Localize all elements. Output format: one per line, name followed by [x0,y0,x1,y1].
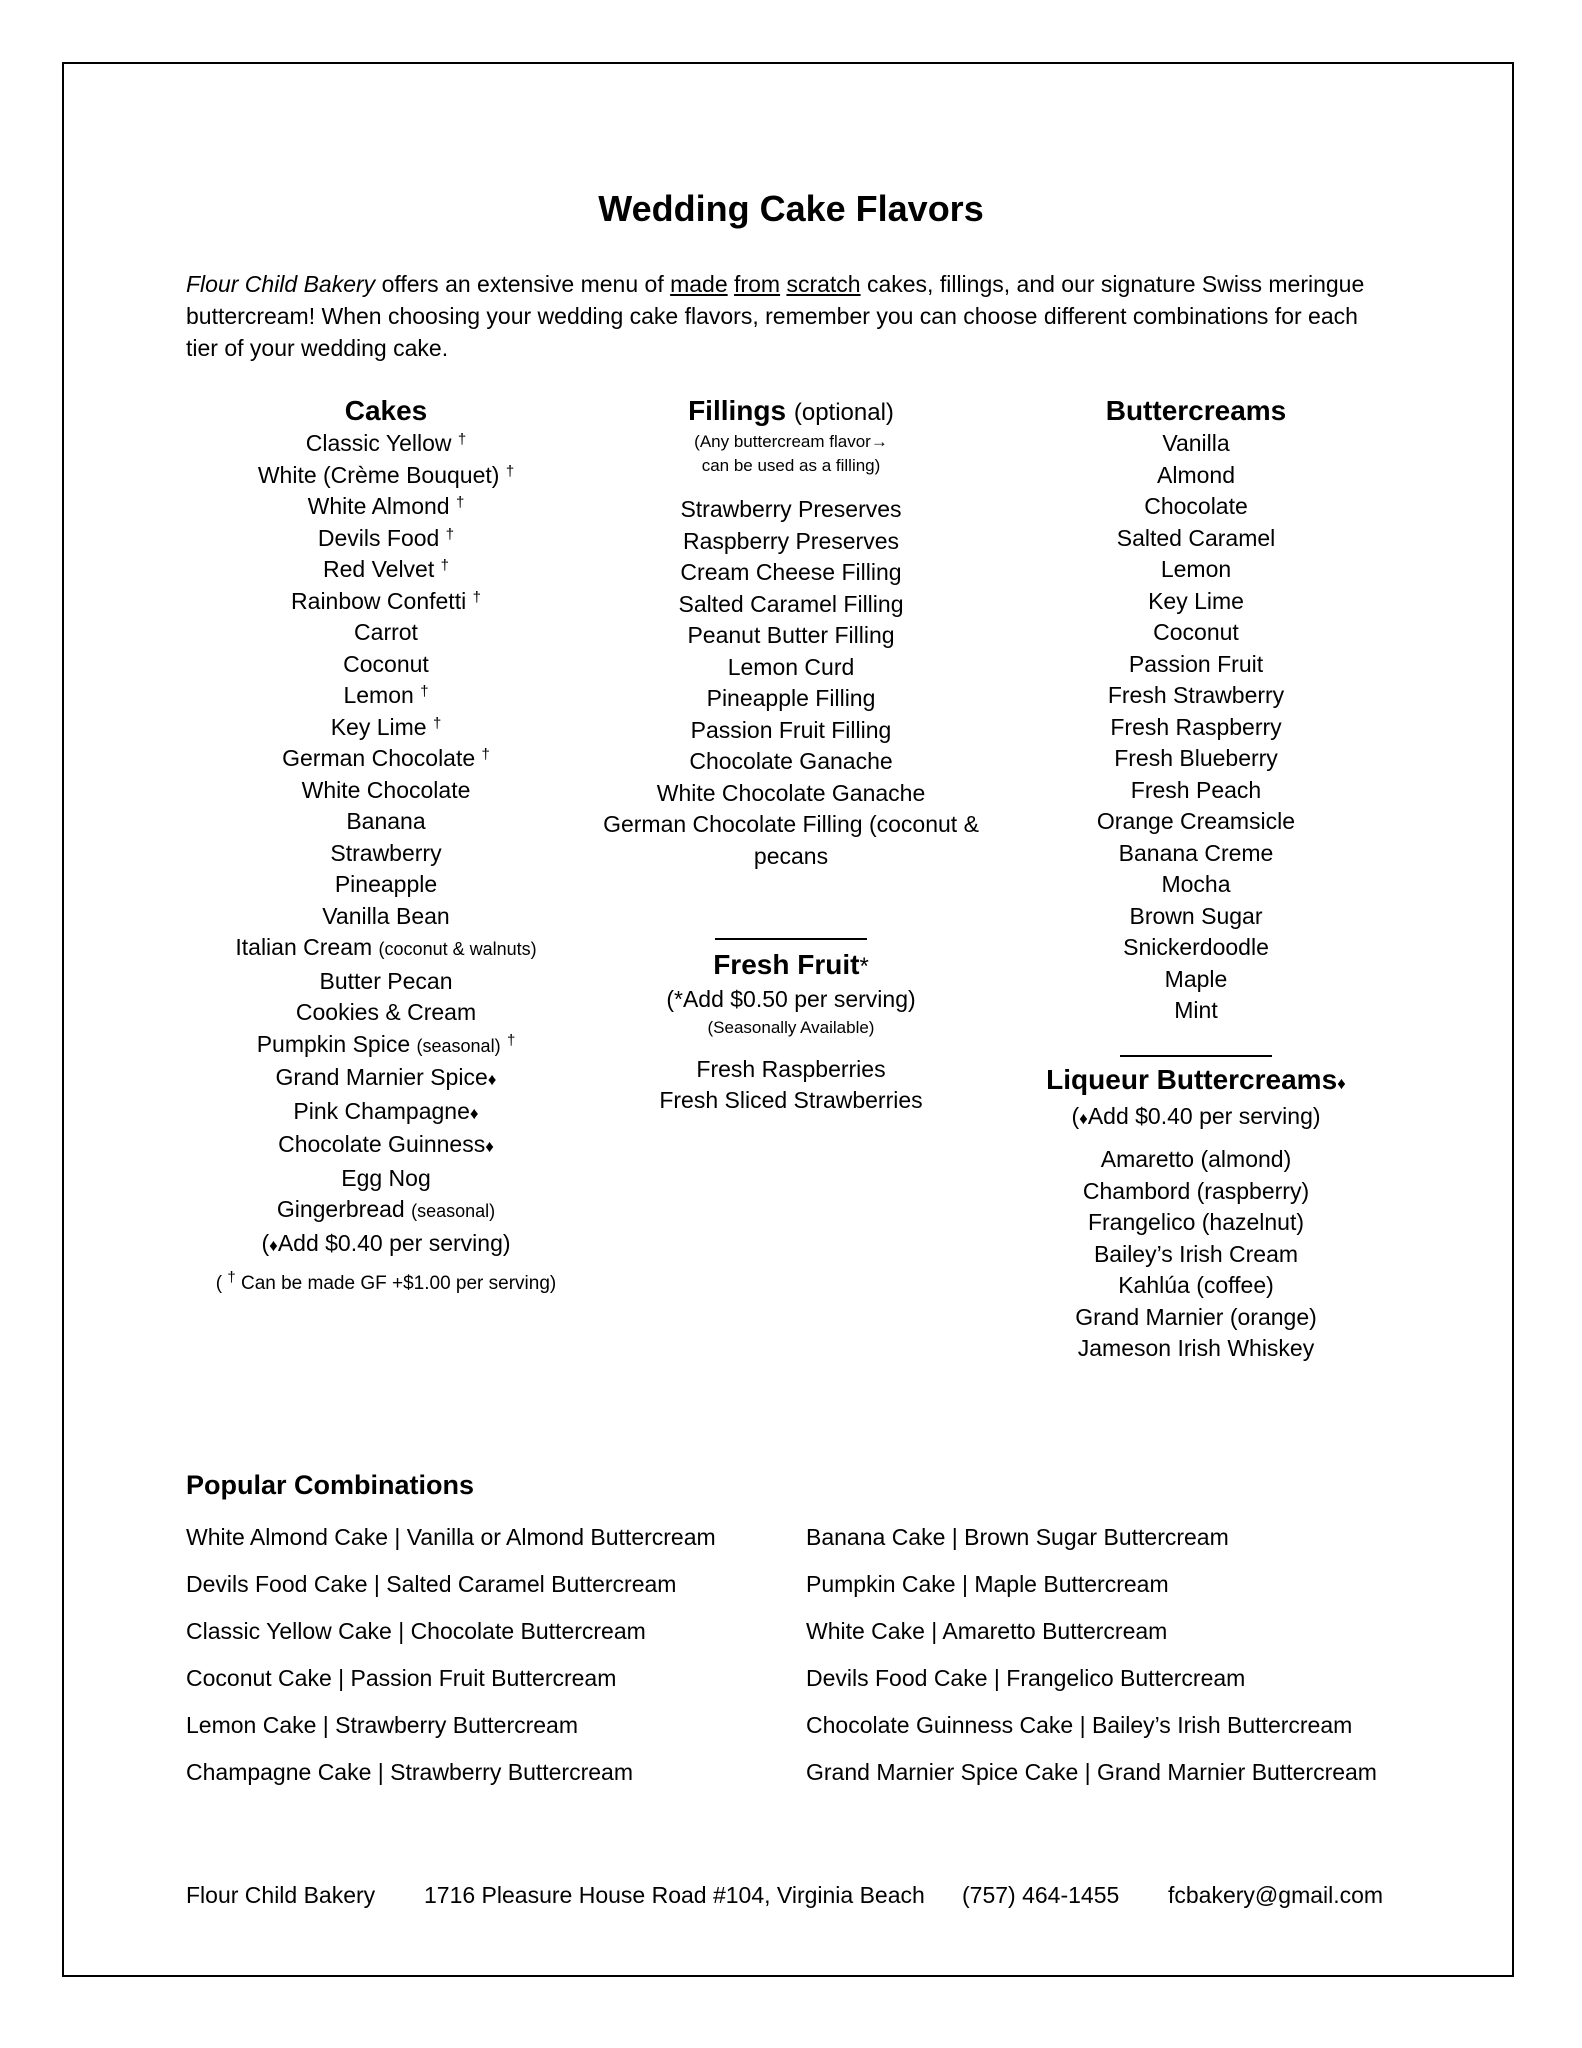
cake-item [186,869,586,901]
intro-from: from [734,271,781,297]
dagger-icon: † [455,494,465,511]
buttercream-item: Fresh Raspberry [1110,713,1282,740]
fillings-sub-1: (Any buttercream flavor→ [694,432,888,451]
combination-item: Classic Yellow Cake | Chocolate Buttercream [186,1618,646,1644]
cake-item [186,932,586,966]
buttercream-item: Fresh Blueberry [1114,745,1278,771]
cake-item [186,1062,586,1096]
diamond-icon: ♦ [487,1070,497,1089]
cake-name: White Almond [307,493,450,519]
cakes-premium-paren: ( [261,1229,270,1256]
dagger-icon: † [457,431,467,448]
cake-item [186,1129,586,1163]
cake-item [186,712,586,744]
buttercream-item: Brown Sugar [1129,902,1263,929]
fillings-column [586,394,996,1117]
diamond-icon: ♦ [269,1235,278,1255]
combination-item: Pumpkin Cake | Maple Buttercream [806,1571,1169,1597]
cake-item [186,966,586,998]
fillings-heading-text: Fillings [688,395,787,426]
liqueur-item: Jameson Irish Whiskey [1077,1335,1315,1361]
diamond-icon: ♦ [1079,1108,1088,1128]
liqueur-item: Amaretto (almond) [1100,1146,1292,1172]
buttercream-item: Orange Creamsicle [1096,808,1296,834]
filling-item: German Chocolate Filling (coconut & [603,811,979,837]
liqueur-rule [1120,1055,1272,1057]
buttercream-item: Vanilla [1162,430,1230,456]
liqueur-heading-text: Liqueur Buttercreams [1046,1063,1338,1095]
liqueur-item: Grand Marnier (orange) [1075,1303,1317,1330]
filling-item: Passion Fruit Filling [690,716,892,743]
filling-item: Chocolate Ganache [689,748,893,774]
cake-name: Coconut [343,650,429,677]
dagger-icon: † [506,1031,516,1049]
filling-item: Cream Cheese Filling [680,559,902,585]
footer-name: Flour Child Bakery [186,1882,376,1908]
diamond-icon: ♦ [469,1103,479,1123]
cake-note: (seasonal) [416,1035,501,1056]
cakes-column [186,394,586,1295]
combination-item: White Cake | Amaretto Buttercream [806,1618,1168,1644]
cake-name: Italian Cream [235,934,373,960]
filling-item: pecans [753,842,829,869]
combination-item: Lemon Cake | Strawberry Buttercream [186,1712,579,1738]
cake-item [186,1029,586,1063]
fillings-list [586,494,996,872]
intro-text-2: cakes, fillings, and our signature Swiss meringue buttercream! When choosing your wedding cake flavors, remember you can choose different combinations for each tier of your wedding cake. [186,271,1365,361]
dagger-icon: † [420,683,429,700]
combinations-heading: Popular Combinations [186,1470,475,1500]
cake-name: Classic Yellow [305,430,452,456]
cake-name: Red Velvet [323,556,435,582]
dagger-icon: † [432,714,442,732]
cake-item [186,649,586,681]
liqueur-item: Chambord (raspberry) [1082,1177,1310,1204]
cake-item [186,428,586,460]
buttercream-item: Coconut [1153,619,1239,645]
cake-name: Strawberry [330,839,442,866]
cake-item [186,775,586,807]
cake-item [186,617,586,649]
buttercreams-list [996,428,1396,1027]
cake-item [186,806,586,838]
fresh-fruit-availability: (Seasonally Available) [707,1017,875,1037]
cake-name: Cookies & Cream [295,999,477,1025]
cake-item [186,491,586,523]
cake-name: Lemon [343,682,414,708]
combination-item: Coconut Cake | Passion Fruit Buttercream [186,1665,617,1691]
gf-note-text: Can be made GF +$1.00 per serving) [240,1273,557,1294]
dagger-icon: † [445,525,455,543]
cake-name: Rainbow Confetti [291,587,467,614]
fresh-fruit-item: Fresh Sliced Strawberries [659,1087,923,1113]
diamond-icon: ♦ [485,1137,494,1156]
fresh-fruit-rule [715,938,867,940]
cake-name: Pumpkin Spice [256,1030,411,1057]
combination-item: Chocolate Guinness Cake | Bailey’s Irish Buttercream [806,1712,1353,1738]
footer-address: 1716 Pleasure House Road #104, Virginia Beach [424,1882,925,1908]
intro-text-1: offers an extensive menu of [375,271,671,297]
cake-note: (seasonal) [411,1201,496,1221]
fillings-sub-2: can be used as a filling) [701,456,881,475]
cakes-heading: Cakes [344,395,428,426]
cake-name: Grand Marnier Spice [275,1064,488,1090]
fresh-fruit-heading-text: Fresh Fruit [713,949,860,980]
intro-made: made [670,271,728,297]
fresh-fruit-item: Fresh Raspberries [696,1055,886,1082]
filling-item: Raspberry Preserves [682,527,900,554]
combination-item: Banana Cake | Brown Sugar Buttercream [806,1524,1229,1550]
dagger-icon: † [505,462,515,480]
cake-item [186,1194,586,1228]
footer-email: fcbakery@gmail.com [1168,1882,1384,1908]
liqueur-list [996,1144,1396,1365]
buttercream-item: Chocolate [1144,493,1248,519]
liqueur-item: Frangelico (hazelnut) [1087,1209,1305,1235]
cake-item [186,460,586,492]
combination-item: White Almond Cake | Vanilla or Almond Buttercream [186,1524,716,1550]
cake-item [186,1096,586,1130]
combination-item: Devils Food Cake | Frangelico Buttercream [806,1665,1246,1691]
diamond-icon: ♦ [1337,1073,1346,1093]
cake-name: Pink Champagne [293,1097,470,1124]
cake-item [186,1163,586,1195]
buttercreams-column [996,394,1396,1365]
filling-item: Pineapple Filling [706,685,876,711]
cake-name: White (Crème Bouquet) [257,461,500,488]
cake-item [186,554,586,586]
buttercream-item: Key Lime [1148,587,1244,614]
cake-item [186,901,586,933]
cake-item [186,997,586,1029]
cake-name: Key Lime [330,713,427,740]
fillings-heading [586,394,996,430]
buttercream-item: Maple [1164,965,1228,992]
combination-item: Champagne Cake | Strawberry Buttercream [186,1759,633,1785]
dagger-icon: † [227,1269,236,1286]
buttercream-item: Fresh Peach [1130,776,1262,803]
fresh-fruit-star: * [859,953,869,980]
cake-name: German Chocolate [282,745,476,771]
cakes-gf-note [186,1269,586,1295]
intro-paragraph [186,268,1396,364]
buttercream-item: Mocha [1161,871,1231,897]
filling-item: Salted Caramel Filling [678,590,904,617]
filling-item: White Chocolate Ganache [656,779,926,806]
footer-phone: (757) 464-1455 [962,1882,1120,1908]
cakes-premium-text: Add $0.40 per serving) [277,1229,511,1256]
cake-name: White Chocolate [301,776,471,803]
cake-name: Devils Food [317,524,440,551]
buttercream-item: Banana Creme [1118,839,1274,866]
cake-name: Vanilla Bean [322,902,450,929]
liqueur-heading [996,1063,1396,1101]
buttercream-item: Snickerdoodle [1123,934,1269,960]
cake-item [186,523,586,555]
liqueur-item: Bailey’s Irish Cream [1093,1240,1299,1267]
fresh-fruit-list [586,1054,996,1117]
dagger-icon: † [481,746,490,763]
fresh-fruit-heading [586,948,996,984]
liqueur-price-paren: ( [1071,1102,1080,1129]
buttercream-item: Almond [1157,461,1235,488]
dagger-icon: † [440,557,449,574]
intro-scratch: scratch [786,271,861,297]
buttercream-item: Mint [1174,997,1218,1023]
cake-item [186,743,586,775]
intro-bakery-name: Flour Child Bakery [186,271,376,297]
cake-note: (coconut & walnuts) [378,939,537,959]
filling-item: Strawberry Preserves [680,496,902,522]
filling-item: Peanut Butter Filling [687,622,895,648]
filling-item: Lemon Curd [727,653,855,680]
cake-name: Egg Nog [341,1164,431,1191]
fillings-heading-note: (optional) [793,399,894,426]
page-title: Wedding Cake Flavors [598,188,984,229]
cake-item [186,586,586,618]
liqueur-item: Kahlúa (coffee) [1118,1272,1274,1298]
gf-note-paren: ( [215,1273,223,1294]
buttercream-item: Fresh Strawberry [1107,682,1285,708]
dagger-icon: † [472,588,481,606]
buttercream-item: Salted Caramel [1116,524,1276,551]
cake-name: Carrot [354,619,418,645]
cake-name: Butter Pecan [319,967,453,994]
combination-item: Devils Food Cake | Salted Caramel Buttercream [186,1571,677,1597]
cake-item [186,680,586,712]
buttercream-item: Lemon [1160,556,1232,582]
liqueur-price [996,1101,1396,1135]
cakes-list [186,428,586,1228]
cakes-premium-note [186,1228,586,1262]
combination-item: Grand Marnier Spice Cake | Grand Marnier Buttercream [806,1759,1377,1785]
liqueur-price-text: Add $0.40 per serving) [1087,1102,1321,1129]
cake-name: Chocolate Guinness [278,1131,486,1157]
buttercreams-heading: Buttercreams [1105,395,1287,426]
cake-item [186,838,586,870]
cake-name: Pineapple [334,871,438,897]
cake-name: Gingerbread [276,1196,405,1222]
cake-name: Banana [346,808,426,834]
buttercream-item: Passion Fruit [1128,650,1264,677]
fresh-fruit-price: (*Add $0.50 per serving) [666,986,916,1012]
